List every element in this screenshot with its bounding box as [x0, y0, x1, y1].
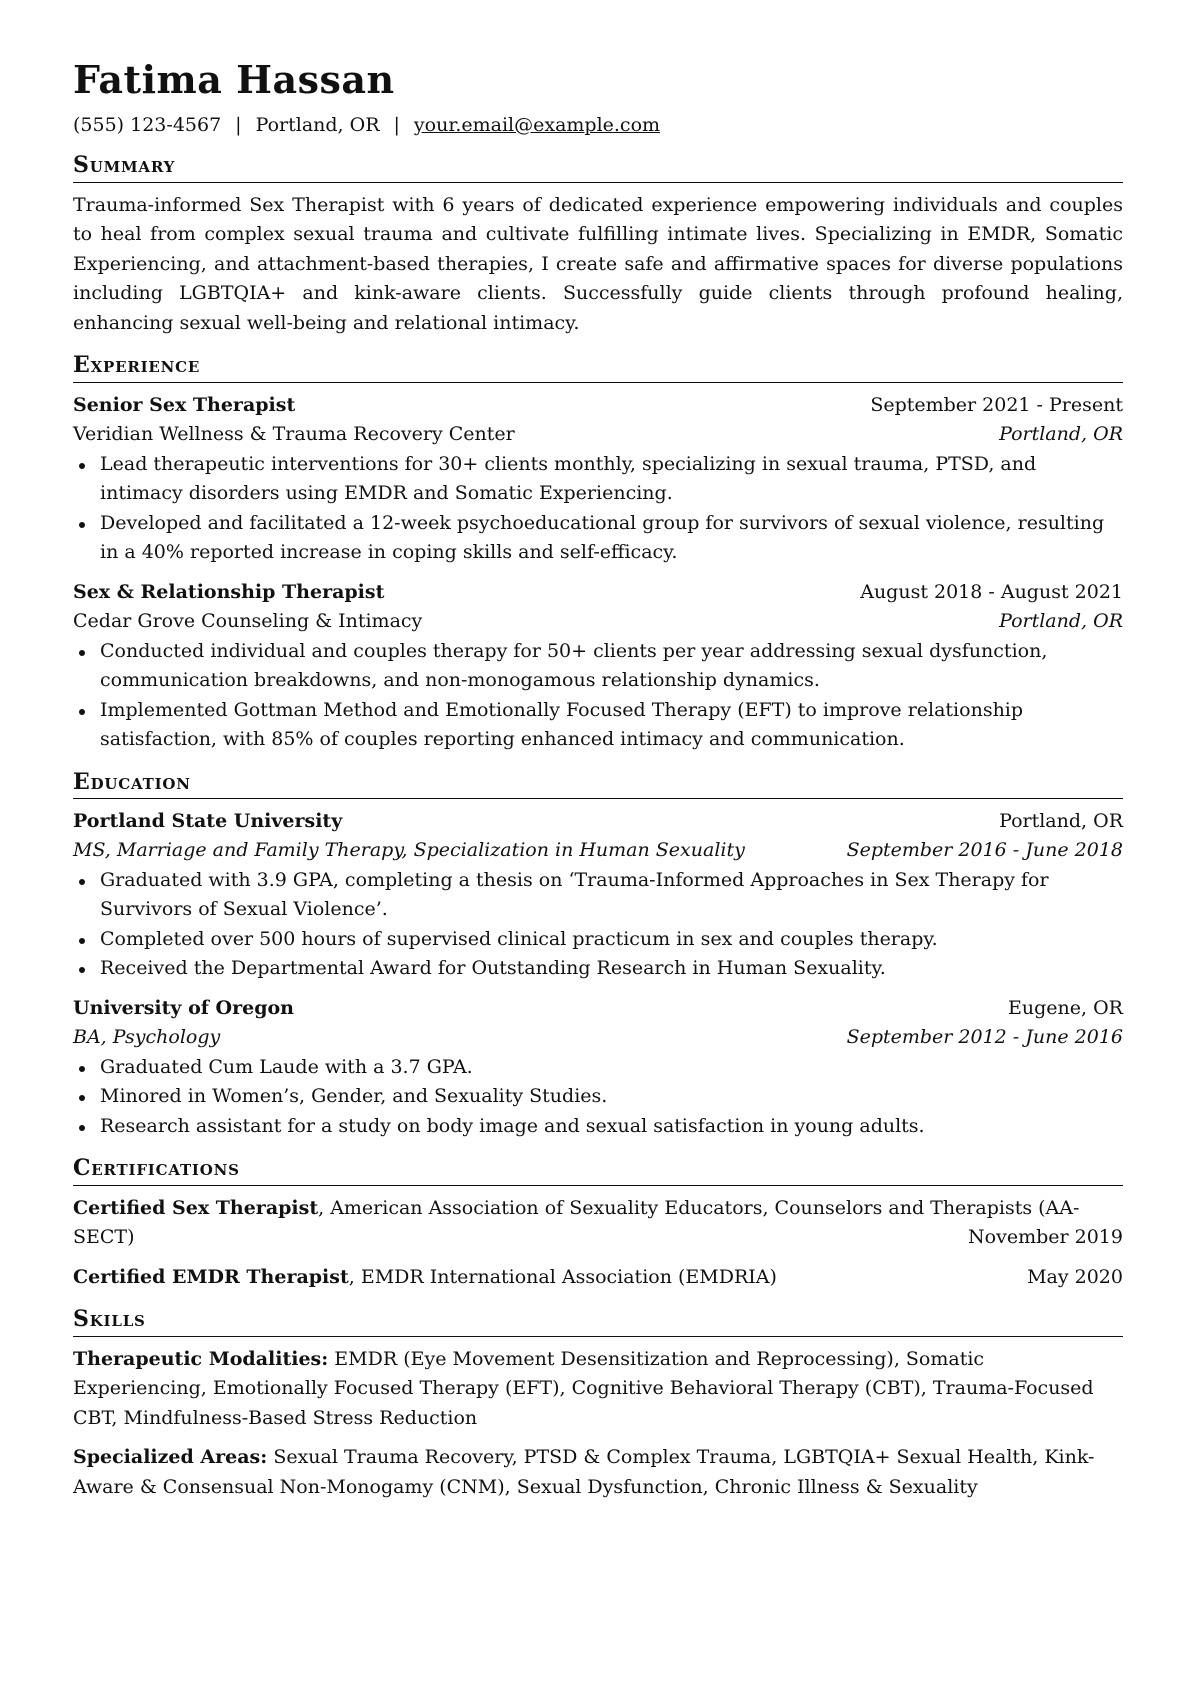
section-title-experience: Experience	[73, 352, 1123, 382]
education-entry	[73, 807, 1123, 984]
certification-name: Certified Sex Therapist	[73, 1196, 319, 1219]
job-dates: August 2018 - August 2021	[860, 580, 1123, 603]
bullet-item: Lead therapeutic interventions for 30+ clients monthly, specializing in sexual trauma, PTSD, and intimacy disorders using EMDR and Somatic Experiencing.	[73, 450, 1123, 509]
certification-org: , American Association of Sexuality Educators, Counselors and Therapists (AA-	[318, 1196, 1080, 1219]
certification-org: , EMDR International Association (EMDRIA)	[348, 1265, 777, 1288]
school-location: Portland, OR	[999, 809, 1123, 832]
certification-name: Certified EMDR Therapist	[73, 1265, 349, 1288]
job-company: Veridian Wellness & Trauma Recovery Center	[73, 423, 515, 446]
contact-email-link[interactable]: your.email@example.com	[413, 113, 661, 136]
certification-date: May 2020	[1027, 1265, 1123, 1288]
skill-label: Specialized Areas:	[73, 1446, 268, 1469]
bullet-item: Received the Departmental Award for Outstanding Research in Human Sexuality.	[73, 954, 1123, 984]
summary-section	[73, 152, 1123, 338]
bullet-item: Completed over 500 hours of supervised clinical practicum in sex and couples therapy.	[73, 925, 1123, 955]
job-location: Portland, OR	[999, 423, 1123, 446]
school-location: Eugene, OR	[1008, 996, 1123, 1019]
job-role: Senior Sex Therapist	[73, 393, 296, 416]
resume-page	[73, 58, 1123, 1512]
skill-item	[73, 1443, 1123, 1502]
job-location: Portland, OR	[999, 610, 1123, 633]
certification-item	[73, 1194, 1123, 1253]
school-name: University of Oregon	[73, 996, 294, 1019]
bullet-item: Conducted individual and couples therapy for 50+ clients per year addressing sexual dysfunction, communication breakdowns, and non-monogamous relationship dynamics.	[73, 637, 1123, 696]
skill-text: EMDR (Eye Movement Desensitization and Reprocessing), Somatic Experiencing, Emotionally Focused Therapy (EFT), Cognitive Behavioral Therapy (CBT), Trauma-Focused CBT, Mindfulness-Based Stress Reduction	[73, 1347, 1094, 1429]
experience-entry	[73, 391, 1123, 568]
section-title-education: Education	[73, 769, 1123, 799]
degree-dates: September 2016 - June 2018	[846, 839, 1123, 862]
certification-item	[73, 1263, 1123, 1293]
education-entry	[73, 994, 1123, 1142]
contact-separator: |	[393, 113, 400, 136]
contact-separator: |	[235, 113, 242, 136]
skill-text: Sexual Trauma Recovery, PTSD & Complex Trauma, LGBTQIA+ Sexual Health, Kink-Aware & Consensual Non-Monogamy (CNM), Sexual Dysfunction, Chronic Illness & Sexuality	[73, 1446, 1095, 1498]
contact-line	[73, 112, 1123, 139]
degree-name: BA, Psychology	[73, 1026, 221, 1049]
bullet-item: Graduated Cum Laude with a 3.7 GPA.	[73, 1053, 1123, 1083]
section-title-skills: Skills	[73, 1306, 1123, 1336]
certification-org-continued: SECT)	[73, 1226, 135, 1249]
bullet-item: Developed and facilitated a 12-week psychoeducational group for survivors of sexual violence, resulting in a 40% reported increase in coping skills and self-efficacy.	[73, 509, 1123, 568]
bullet-item: Implemented Gottman Method and Emotionally Focused Therapy (EFT) to improve relationship satisfaction, with 85% of couples reporting enhanced intimacy and communication.	[73, 696, 1123, 755]
bullet-item: Graduated with 3.9 GPA, completing a thesis on ‘Trauma-Informed Approaches in Sex Therapy for Survivors of Sexual Violence’.	[73, 866, 1123, 925]
job-bullets	[73, 450, 1123, 568]
resume-name: Fatima Hassan	[73, 57, 395, 102]
skills-section	[73, 1306, 1123, 1502]
summary-text: Trauma-informed Sex Therapist with 6 years of dedicated experience empowering individuals and couples to heal from complex sexual trauma and cultivate fulfilling intimate lives. Specializing in EMDR, Somatic Experiencing, and attachment-based therapies, I create safe and affirmative spaces for diverse populations including LGBTQIA+ and kink-aware clients. Successfully guide clients through profound healing, enhancing sexual well-being and relational intimacy.	[73, 193, 1123, 334]
education-bullets	[73, 1053, 1123, 1142]
experience-section	[73, 352, 1123, 754]
job-company: Cedar Grove Counseling & Intimacy	[73, 610, 423, 633]
skill-item	[73, 1345, 1123, 1434]
education-bullets	[73, 866, 1123, 984]
section-title-summary: Summary	[73, 152, 1123, 182]
contact-location: Portland, OR	[255, 113, 380, 136]
school-name: Portland State University	[73, 809, 343, 832]
bullet-item: Research assistant for a study on body image and sexual satisfaction in young adults.	[73, 1112, 1123, 1142]
certification-date: November 2019	[968, 1226, 1123, 1249]
certifications-section	[73, 1155, 1123, 1292]
section-title-certifications: Certifications	[73, 1155, 1123, 1185]
job-dates: September 2021 - Present	[870, 393, 1123, 416]
experience-entry	[73, 578, 1123, 755]
bullet-item: Minored in Women’s, Gender, and Sexuality Studies.	[73, 1082, 1123, 1112]
degree-name: MS, Marriage and Family Therapy, Specialization in Human Sexuality	[73, 839, 745, 862]
job-role: Sex & Relationship Therapist	[73, 580, 385, 603]
degree-dates: September 2012 - June 2016	[846, 1026, 1123, 1049]
job-bullets	[73, 637, 1123, 755]
education-section	[73, 769, 1123, 1142]
contact-phone: (555) 123-4567	[73, 113, 222, 136]
skill-label: Therapeutic Modalities:	[73, 1347, 329, 1370]
